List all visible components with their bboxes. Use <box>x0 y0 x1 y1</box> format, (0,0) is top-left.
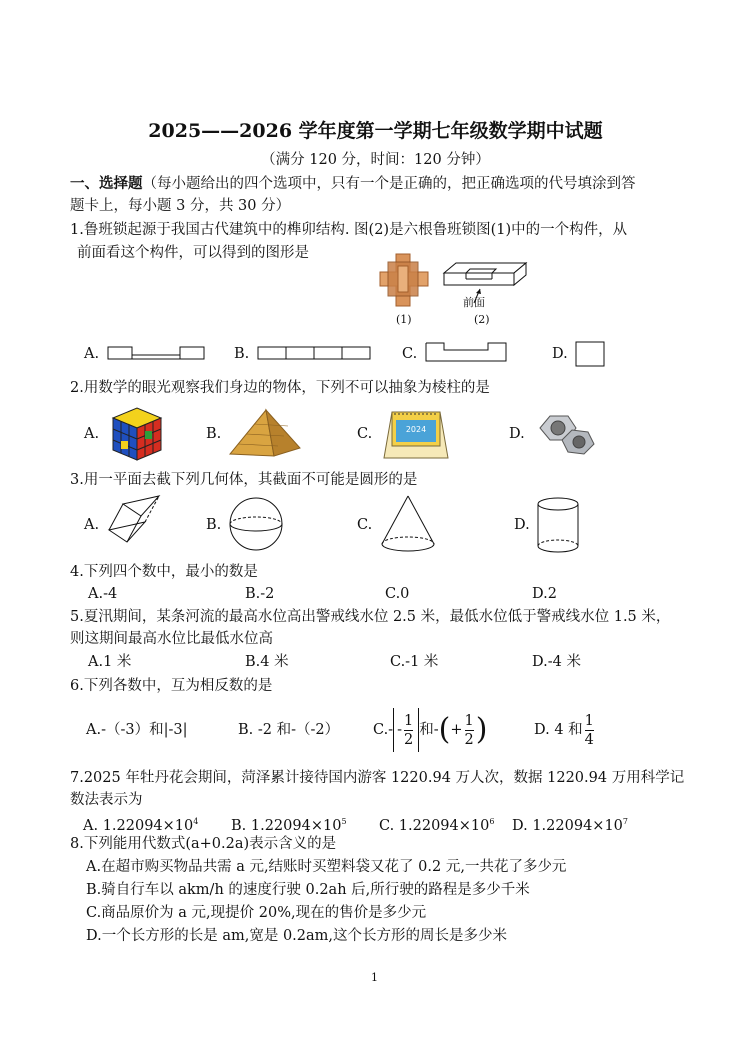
rubiks-cube-image <box>107 404 165 462</box>
q4-option-c: C.0 <box>385 586 410 602</box>
q1-option-a-label: A. <box>84 346 100 362</box>
q5-stem-line2: 则这期间最高水位比最低水位高 <box>70 631 273 647</box>
page-number: 1 <box>371 971 378 984</box>
q3-option-b-label: B. <box>206 517 222 533</box>
q1-option-b-label: B. <box>234 346 250 362</box>
q3-option-c-label: C. <box>357 517 373 533</box>
triangular-prism-drawing <box>105 494 163 552</box>
q1-fig2-caption: (2) <box>474 313 490 326</box>
q7-option-a: A. $1.22094\times 10^4$ <box>83 817 199 834</box>
desk-calendar-image <box>380 408 452 460</box>
q6-option-c-fraction-2: $\frac{1}{2}$ <box>464 712 474 748</box>
q1-option-c-figure <box>425 342 507 362</box>
q6-option-c-mid: 和- <box>419 722 439 738</box>
q1-option-c-label: C. <box>402 346 418 362</box>
q5-stem-line1: 5.夏汛期间，某条河流的最高水位高出警戒线水位 2.5 米，最低水位低于警戒线水位 1.5 米， <box>70 609 671 625</box>
luban-lock-image <box>378 252 430 308</box>
q4-option-d: D.2 <box>532 586 557 602</box>
q5-option-a: A.1 米 <box>88 654 132 670</box>
page-subtitle: （满分 120 分，时间：120 分钟） <box>261 152 490 168</box>
section-instruction-2: 题卡上，每小题 3 分，共 30 分） <box>70 198 291 214</box>
q2-option-a-label: A. <box>84 426 100 442</box>
q7-option-d: D. $1.22094\times 10^7$ <box>512 817 628 834</box>
section-heading: 一、选择题 <box>70 175 143 192</box>
calendar-year-text: 2024 <box>405 425 427 434</box>
q1-fig1-caption: (1) <box>396 313 412 326</box>
q7-option-c: C. $1.22094\times 10^6$ <box>379 817 495 834</box>
q5-option-b: B.4 米 <box>245 654 289 670</box>
hex-nut-image <box>534 408 596 456</box>
q6-option-b: B. -2 和-（-2） <box>238 722 340 738</box>
q6-option-c-abs <box>393 708 419 752</box>
q6-option-d-prefix: D. 4 和 <box>534 722 583 738</box>
cone-drawing <box>380 494 436 554</box>
q8-option-c: C.商品原价为 a 元,现提价 20%,现在的售价是多少元 <box>86 905 427 921</box>
q4-stem: 4.下列四个数中，最小的数是 <box>70 564 258 580</box>
q6-option-a: A.-（-3）和|-3| <box>86 722 188 738</box>
q6-option-c-prefix: C.- <box>373 722 394 738</box>
q1-option-b-figure <box>257 346 371 360</box>
cylinder-drawing <box>536 496 580 554</box>
q2-option-d-label: D. <box>509 426 525 442</box>
page-title: 2025——2026 学年度第一学期七年级数学期中试题 <box>148 120 603 142</box>
q2-stem: 2.用数学的眼光观察我们身边的物体，下列不可以抽象为棱柱的是 <box>70 380 490 396</box>
q8-option-a: A.在超市购买物品共需 a 元,结账时买塑料袋又花了 0.2 元,一共花了多少元 <box>86 859 567 875</box>
q6-option-c-fraction-1: $\frac{1}{2}$ <box>404 712 414 748</box>
q5-option-c: C.-1 米 <box>390 654 439 670</box>
q8-option-b: B.骑自行车以 akm/h 的速度行驶 0.2ah 后,所行驶的路程是多少千米 <box>86 882 530 898</box>
q1-stem-line2: 前面看这个构件，可以得到的图形是 <box>77 245 309 261</box>
q6-option-c: C.- - $\frac{1}{2}$ 和-(+ $\frac{1}{2}$ ) <box>373 708 487 752</box>
q1-front-label: 前面 <box>463 296 485 309</box>
pyramid-image <box>228 408 302 458</box>
q6-stem: 6.下列各数中，互为相反数的是 <box>70 678 273 694</box>
q3-stem: 3.用一平面去截下列几何体，其截面不可能是圆形的是 <box>70 472 418 488</box>
q7-stem-line1: 7.2025 年牡丹花会期间，菏泽累计接待国内游客 1220.94 万人次，数据 1220.94 万用科学记 <box>70 770 685 786</box>
q2-option-b-label: B. <box>206 426 222 442</box>
q2-option-c-label: C. <box>357 426 373 442</box>
q1-option-d-figure <box>575 341 605 367</box>
q6-minus-sign: - <box>397 722 402 738</box>
q7-stem-line2: 数法表示为 <box>70 792 143 808</box>
q8-stem: 8.下列能用代数式(a+0.2a)表示含义的是 <box>70 836 337 852</box>
section-heading-line <box>70 174 636 194</box>
section-instruction-1: （每小题给出的四个选项中，只有一个是正确的，把正确选项的代号填涂到答 <box>142 176 636 192</box>
q6-option-d <box>534 708 596 752</box>
q4-option-b: B.-2 <box>245 586 275 602</box>
q1-option-a-figure <box>107 346 205 360</box>
q5-option-d: D.-4 米 <box>532 654 581 670</box>
q4-option-a: A.-4 <box>88 586 118 602</box>
q3-option-a-label: A. <box>84 517 100 533</box>
luban-piece-drawing <box>440 255 530 305</box>
q8-option-d: D.一个长方形的长是 am,宽是 0.2am,这个长方形的周长是多少米 <box>86 928 508 944</box>
sphere-drawing <box>228 496 284 552</box>
q7-option-b: B. $1.22094\times 10^5$ <box>231 817 347 834</box>
q6-option-d-fraction: $\frac{1}{4}$ <box>584 712 594 748</box>
q6-plus-sign: + <box>450 722 463 738</box>
q1-option-d-label: D. <box>552 346 568 362</box>
q1-stem-line1: 1.鲁班锁起源于我国古代建筑中的榫卯结构. 图(2)是六根鲁班锁图(1)中的一个构件，从 <box>70 222 628 238</box>
q3-option-d-label: D. <box>514 517 530 533</box>
